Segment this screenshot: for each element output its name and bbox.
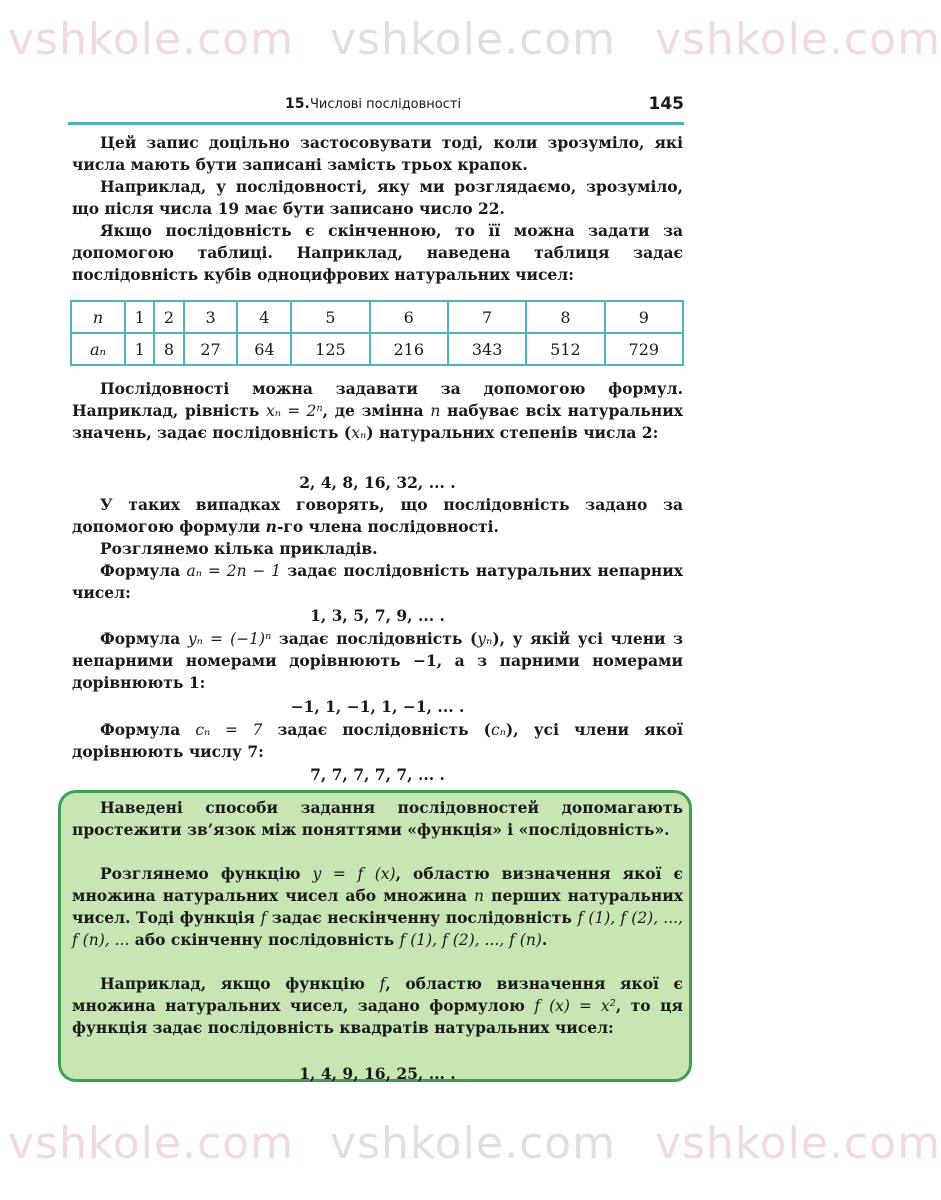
text-run: Послідовності можна задавати за допомогою формул. Наприклад, рівність [72, 379, 683, 420]
text-run: , де змінна [322, 401, 431, 420]
text-run: -го члена послідовності. [276, 517, 499, 536]
text-run: або скінченну послідовність [129, 930, 400, 949]
watermark-text: vshkole.com [330, 1118, 616, 1169]
text-run: , областю визначення якої є множина натуральних чисел, задано формулою [72, 974, 683, 1015]
formula: cₙ [490, 721, 506, 739]
table-cell: 5 [291, 301, 369, 333]
text-run: задає нескінченну послідовність [266, 908, 578, 927]
table-cell: 8 [526, 301, 604, 333]
text-run: задає послідовність натуральних непарних чисел: [72, 561, 683, 602]
page-number: 145 [648, 94, 684, 114]
text-run: набуває всіх натуральних значень, задає послідовність ( [72, 401, 683, 442]
paragraph [72, 560, 683, 604]
table-cell: 729 [605, 333, 683, 365]
table-row [71, 301, 683, 333]
table-cell: 216 [370, 333, 448, 365]
paragraph [72, 494, 683, 538]
paragraph: Розглянемо кілька прикладів. [100, 539, 378, 558]
table-cell: 3 [184, 301, 238, 333]
table-cell: 8 [154, 333, 183, 365]
paragraph: Якщо послідовність є скінченною, то її можна задати за допомогою таблиці. Наприклад, наведена таблиця задає послідовність кубів одноцифрових натуральних чисел: [72, 221, 683, 284]
formula: yₙ [477, 630, 493, 648]
text-run: Наприклад, якщо функцію [100, 974, 380, 993]
table-cell: 7 [448, 301, 526, 333]
variable: n [430, 402, 441, 420]
section-title: Числові послідовності [310, 97, 462, 112]
sequence-example: 1, 3, 5, 7, 9, ... . [310, 606, 445, 625]
page-header [70, 92, 684, 118]
table-cell: 6 [370, 301, 448, 333]
table-cell: 9 [605, 301, 683, 333]
text-run: Формула [100, 629, 188, 648]
variable: n [474, 887, 485, 905]
sequence-example: 2, 4, 8, 16, 32, ... . [299, 473, 456, 492]
table-cell: 4 [237, 301, 291, 333]
variable: f [260, 909, 267, 927]
variable: n [265, 517, 277, 536]
watermark-text: vshkole.com [655, 14, 941, 65]
text-run: задає послідовність ( [262, 720, 491, 739]
text-run: , то ця функція задає послідовність квадратів натуральних чисел: [72, 996, 683, 1037]
table-cell: 1 [125, 301, 154, 333]
formula: f (1), f (2), ..., f (n) [399, 931, 542, 949]
box-paragraph [72, 863, 683, 951]
paragraph: Наприклад, у послідовності, яку ми розглядаємо, зрозуміло, що після числа 19 має бути записано число 22. [72, 177, 683, 218]
text-run: перших натуральних чисел. Тоді функція [72, 886, 683, 927]
watermark-text: vshkole.com [330, 14, 616, 65]
paragraph [72, 719, 683, 763]
formula: f (1), f (2), ..., f (n), ... [72, 909, 683, 949]
sequence-example: 1, 4, 9, 16, 25, ... . [299, 1064, 456, 1083]
table-cell: 125 [291, 333, 369, 365]
text-run: Формула [100, 561, 187, 580]
paragraph [72, 628, 683, 694]
box-paragraph [72, 973, 683, 1039]
sequence-example: 7, 7, 7, 7, 7, ... . [310, 765, 445, 784]
text-run: , областю визначення якої є множина натуральних чисел або множина [72, 864, 683, 905]
watermark-text: vshkole.com [8, 1118, 294, 1169]
table-cell: 512 [526, 333, 604, 365]
text-run: ) натуральних степенів числа 2: [366, 423, 659, 442]
text-run: задає послідовність ( [271, 629, 478, 648]
text-run: . [541, 930, 548, 949]
section-number: 15. [285, 96, 310, 112]
text-run: У таких випадках говорять, що послідовність задано за допомогою формули [72, 495, 683, 536]
paragraph [72, 378, 683, 444]
table-header-cell: n [71, 301, 125, 333]
text-run: Розглянемо функцію [100, 864, 313, 883]
header-divider [68, 122, 684, 125]
text-run: Формула [100, 720, 196, 739]
watermark-text: vshkole.com [8, 14, 294, 65]
formula: cₙ = 7 [195, 721, 263, 739]
variable: f [379, 975, 386, 993]
table-cell: 343 [448, 333, 526, 365]
box-paragraph: Наведені способи задання послідовностей допомагають простежити зв’язок між поняттями «функція» і «послідовність». [72, 798, 683, 839]
text-run: ), усі члени якої дорівнюють числу 7: [72, 720, 684, 761]
table-cell: 1 [125, 333, 154, 365]
formula: y = f (x) [312, 865, 396, 883]
formula: f (x) = x² [534, 997, 616, 1015]
sequence-table [70, 300, 684, 366]
formula: aₙ = 2n − 1 [186, 562, 282, 580]
formula: yₙ = (−1)ⁿ [187, 630, 272, 648]
formula: xₙ [351, 424, 367, 442]
table-row [71, 333, 683, 365]
table-header-cell: aₙ [71, 333, 125, 365]
table-cell: 64 [237, 333, 291, 365]
formula: xₙ = 2ⁿ [265, 402, 323, 420]
table-cell: 2 [154, 301, 183, 333]
sequence-example: −1, 1, −1, 1, −1, ... . [290, 697, 465, 716]
watermark-text: vshkole.com [655, 1118, 941, 1169]
paragraph: Цей запис доцільно застосовувати тоді, коли зрозуміло, які числа мають бути записані замість трьох крапок. [72, 133, 683, 174]
table-cell: 27 [184, 333, 238, 365]
text-run: ), у якій усі члени з непарними номерами дорівнюють −1, а з парними номерами дорівнюють 1: [72, 629, 684, 692]
